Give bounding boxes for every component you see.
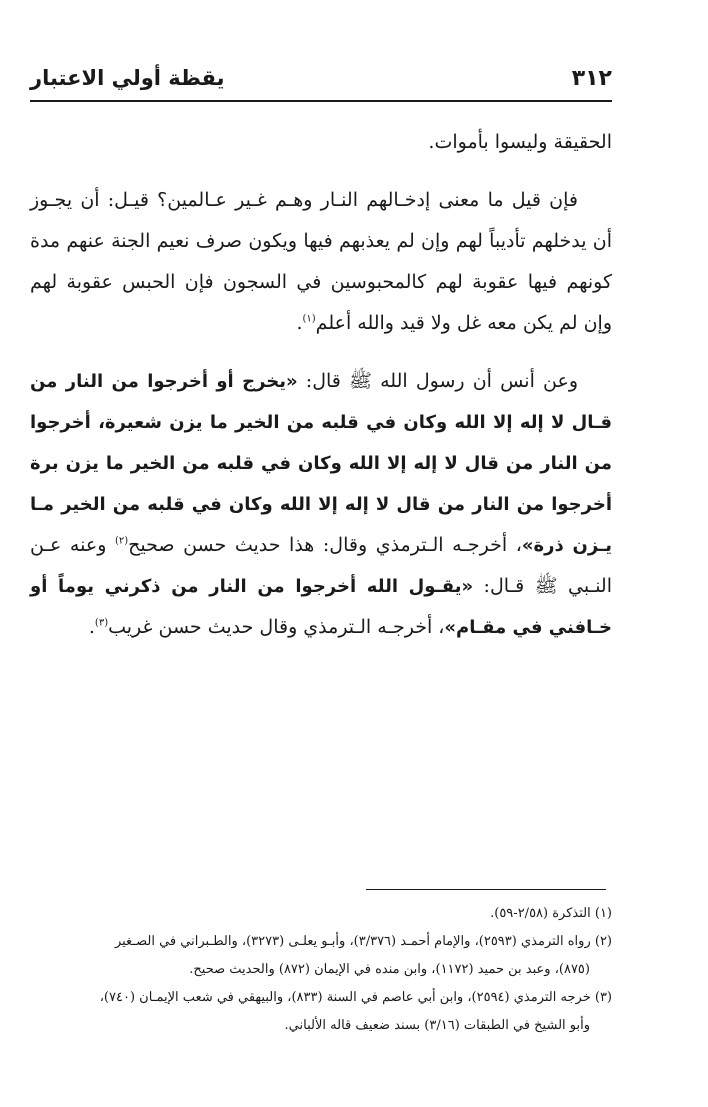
- footnote-2: (٢) رواه الترمذي (٢٥٩٣)، والإمام أحمـد (٣/٣٧٦)، وأبـو يعلـى (٣٢٧٣)، والطـبراني في الصـغير: [114, 934, 612, 949]
- footnote-ref-1: (١): [302, 313, 316, 325]
- page-number: ٣١٢: [571, 66, 612, 91]
- running-title: يقظة أولي الاعتبار: [30, 66, 225, 90]
- footnotes: [30, 900, 612, 1040]
- paragraph-1: [30, 122, 612, 163]
- paragraph-2-end: .: [296, 312, 303, 334]
- paragraph-2-text: فإن قيل ما معنى إدخـالهم النـار وهـم غـير عـالمين؟ قيـل: أن يجـوز أن يدخلهم تأديباً لهم وإن لم يعذبهم فيها ويكون صرف نعيم الجنة عنهم مدة كونهم فيها عقوبة لهم كالمحبوسين في السجون فإن الحبس عقوبة لهم وإن لم يكن معه غل ولا قيد والله أعلم: [30, 189, 612, 334]
- paragraph-3-intro: وعن أنس أن رسول الله ﷺ قال:: [297, 370, 578, 392]
- paragraph-2: [30, 180, 612, 344]
- footnote-3-continued: وأبو الشيخ في الطبقات (٣/١٦) بسند ضعيف قاله الألباني.: [284, 1018, 590, 1033]
- main-text: [30, 122, 612, 665]
- hadith-quote-2: «يقـول الله أخرجوا من النار من ذكرني يوماً أو خـافني في مقـام»: [30, 576, 612, 638]
- footnote-ref-3: (٣): [94, 617, 109, 629]
- paragraph-3-end: ، أخرجـه الـترمذي وقال حديث حسن غريب: [108, 616, 445, 638]
- paragraph-3-mid2: وعنه عـن النـبي ﷺ قـال:: [30, 534, 612, 597]
- paragraph-3: [30, 361, 612, 648]
- paragraph-3-final: .: [88, 616, 95, 638]
- footnote-1: (١) التذكرة (٢/٥٨-٥٩).: [490, 906, 612, 921]
- paragraph-3-mid: ، أخرجـه الـترمذي وقال: هذا حديث حسن صحيح: [128, 534, 522, 556]
- footnote-3: (٣) خرجه الترمذي (٢٥٩٤)، وابن أبي عاصم في السنة (٨٣٣)، والبيهقي في شعب الإيمـان (٧٤٠)،: [99, 990, 612, 1005]
- footnote-separator: [366, 889, 606, 890]
- hadith-quote-1: «يخرج أو أخرجوا من النار من قـال لا إله إلا الله وكان في قلبه من الخير ما يزن شعيرة، أخرجوا من النار من قال لا إله إلا الله وكان في قلبه من الخير ما يزن برة أخرجوا من النار من قال لا إله إلا الله وكان في قلبه من الخير مـا يـزن ذرة»: [30, 371, 612, 556]
- footnote-ref-2: (٢): [114, 535, 129, 547]
- footnote-2-continued: (٨٧٥)، وعبد بن حميد (١١٧٢)، وابن منده في الإيمان (٨٧٢) والحديث صحيح.: [189, 962, 590, 977]
- paragraph-1-text: الحقيقة وليسوا بأموات.: [428, 131, 612, 153]
- page-header: [30, 58, 612, 102]
- header-rule: [30, 100, 612, 102]
